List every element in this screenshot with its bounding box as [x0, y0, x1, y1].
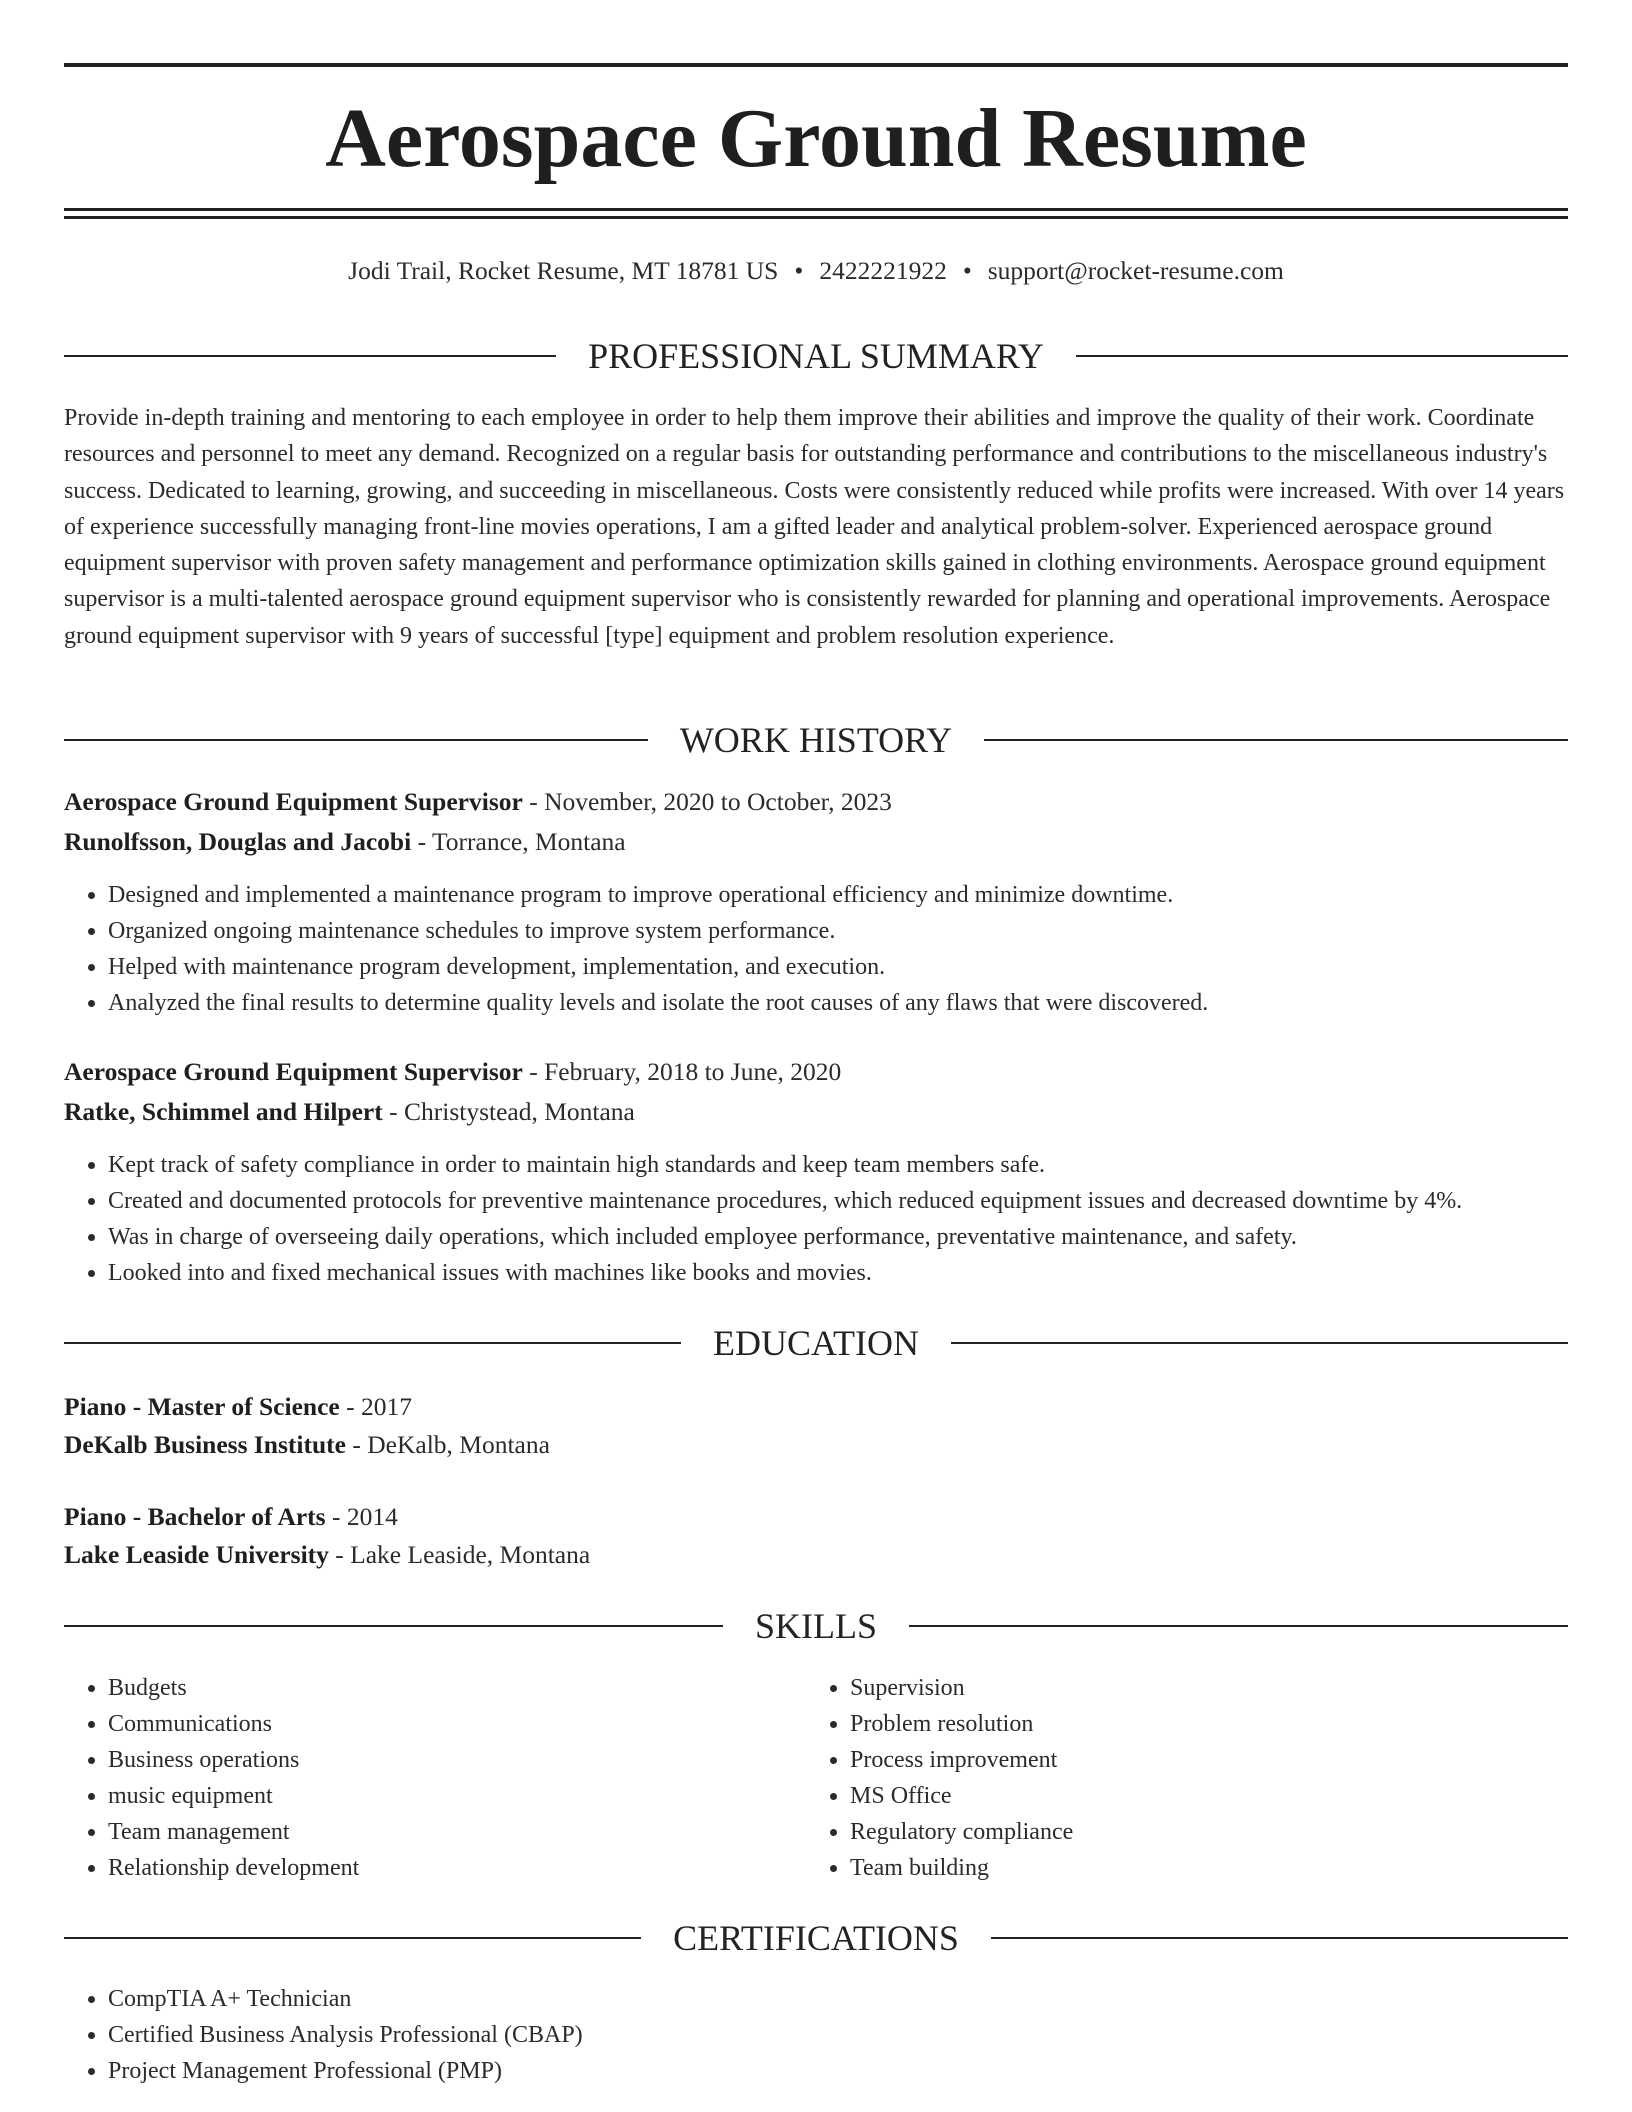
certification-item: • CompTIA A+ Technician	[108, 1981, 1612, 2017]
job-bullet: • Created and documented protocols for preventive maintenance procedures, which reduced equipment issues and decreased downtime by 4%.	[108, 1183, 1612, 1219]
job-bullet: • Analyzed the final results to determine quality levels and isolate the root causes of any flaws that were discovered.	[108, 985, 1612, 1021]
job-bullet: • Designed and implemented a maintenance program to improve operational efficiency and minimize downtime.	[108, 877, 1612, 913]
heading-rule-left	[64, 1342, 681, 1344]
top-rule	[64, 63, 1568, 67]
summary-text: Provide in-depth training and mentoring to each employee in order to help them improve their abilities and improve the quality of their work. Coordinate resources and personnel to meet any demand. Recognized on a regular basis for outstanding performance and contributions to the miscellaneous industry's success. Dedicated to learning, growing, and succeeding in miscellaneous. Costs were consistently reduced while profits were increased. With over 14 years of experience successfully managing front-line movies operations, I am a gifted leader and analytical problem-solver. Experienced aerospace ground equipment supervisor with proven safety management and performance optimization skills gained in clothing environments. Aerospace ground equipment supervisor is a multi-talented aerospace ground equipment supervisor who is consistently rewarded for planning and operational improvements. Aerospace ground equipment supervisor with 9 years of successful [type] equipment and problem resolution experience.	[64, 405, 1565, 649]
skill-item: • Problem resolution	[850, 1706, 1550, 1742]
job-title-line	[64, 784, 1568, 820]
skill-item: • Supervision	[850, 1670, 1550, 1706]
heading-rule-right	[1076, 355, 1568, 357]
job-location: - Christystead, Montana	[389, 1097, 635, 1126]
heading-rule-right	[951, 1342, 1568, 1344]
degree-year: - 2014	[331, 1502, 398, 1531]
skill-item: • Regulatory compliance	[850, 1814, 1550, 1850]
certifications-heading	[64, 1916, 1568, 1960]
job-bullets	[64, 1147, 1612, 1291]
certification-item: • Project Management Professional (PMP)	[108, 2053, 1612, 2089]
skill-item: • Budgets	[108, 1670, 808, 1706]
heading-rule-left	[64, 355, 556, 357]
education-heading	[64, 1321, 1568, 1365]
contact-separator: •	[962, 256, 972, 285]
work-history-heading-label: WORK HISTORY	[679, 720, 953, 760]
skills-list-left	[64, 1670, 808, 1886]
skill-item: • music equipment	[108, 1778, 808, 1814]
job-bullet: • Kept track of safety compliance in order to maintain high standards and keep team members safe.	[108, 1147, 1612, 1183]
skills-heading-label: SKILLS	[755, 1606, 878, 1646]
education-heading-label: EDUCATION	[713, 1323, 919, 1363]
degree: Piano - Bachelor of Arts	[64, 1502, 326, 1531]
certification-item: • Certified Business Analysis Professional (CBAP)	[108, 2017, 1612, 2053]
job-company: Ratke, Schimmel and Hilpert	[64, 1097, 383, 1126]
contact-email: support@rocket-resume.com	[987, 256, 1284, 285]
school-location: - DeKalb, Montana	[352, 1430, 550, 1459]
job-dates: - November, 2020 to October, 2023	[529, 787, 892, 816]
job-bullet: • Looked into and fixed mechanical issues with machines like books and movies.	[108, 1255, 1612, 1291]
work-history-heading	[64, 718, 1568, 762]
skill-item: • Business operations	[108, 1742, 808, 1778]
degree-line	[64, 1389, 1568, 1425]
job-company-line	[64, 1094, 1568, 1130]
heading-rule-right	[909, 1625, 1568, 1627]
job-dates: - February, 2018 to June, 2020	[529, 1057, 842, 1086]
contact-phone: 2422221922	[819, 256, 947, 285]
skill-item: • Relationship development	[108, 1850, 808, 1886]
heading-rule-left	[64, 739, 648, 741]
skill-item: • Team building	[850, 1850, 1550, 1886]
contact-line	[64, 253, 1568, 289]
job-title-line	[64, 1054, 1568, 1090]
skills-heading	[64, 1604, 1568, 1648]
skill-item: • Communications	[108, 1706, 808, 1742]
job-bullet: • Organized ongoing maintenance schedules to improve system performance.	[108, 913, 1612, 949]
contact-address: Jodi Trail, Rocket Resume, MT 18781 US	[348, 256, 779, 285]
resume-title: Aerospace Ground Resume	[325, 92, 1307, 185]
title-double-rule-lower	[64, 216, 1568, 219]
school-location: - Lake Leaside, Montana	[335, 1540, 591, 1569]
school: Lake Leaside University	[64, 1540, 329, 1569]
certifications-list	[64, 1981, 1612, 2089]
summary-heading-label: PROFESSIONAL SUMMARY	[588, 336, 1044, 376]
heading-rule-left	[64, 1937, 641, 1939]
title-double-rule-upper	[64, 208, 1568, 211]
contact-separator: •	[794, 256, 804, 285]
school-line	[64, 1427, 1568, 1463]
job-company: Runolfsson, Douglas and Jacobi	[64, 827, 412, 856]
job-location: - Torrance, Montana	[417, 827, 626, 856]
degree: Piano - Master of Science	[64, 1392, 340, 1421]
job-title: Aerospace Ground Equipment Supervisor	[64, 787, 523, 816]
summary-heading	[64, 334, 1568, 378]
skill-item: • MS Office	[850, 1778, 1550, 1814]
skill-item: • Process improvement	[850, 1742, 1550, 1778]
heading-rule-right	[984, 739, 1568, 741]
heading-rule-right	[991, 1937, 1568, 1939]
skill-item: • Team management	[108, 1814, 808, 1850]
degree-line	[64, 1499, 1568, 1535]
job-title: Aerospace Ground Equipment Supervisor	[64, 1057, 523, 1086]
certifications-heading-label: CERTIFICATIONS	[673, 1918, 959, 1958]
job-bullet: • Was in charge of overseeing daily operations, which included employee performance, preventative maintenance, and safety.	[108, 1219, 1612, 1255]
job-company-line	[64, 824, 1568, 860]
heading-rule-left	[64, 1625, 723, 1627]
skills-list-right	[806, 1670, 1550, 1886]
school-line	[64, 1537, 1568, 1573]
job-bullet: • Helped with maintenance program development, implementation, and execution.	[108, 949, 1612, 985]
degree-year: - 2017	[346, 1392, 412, 1421]
job-bullets	[64, 877, 1612, 1021]
school: DeKalb Business Institute	[64, 1430, 346, 1459]
